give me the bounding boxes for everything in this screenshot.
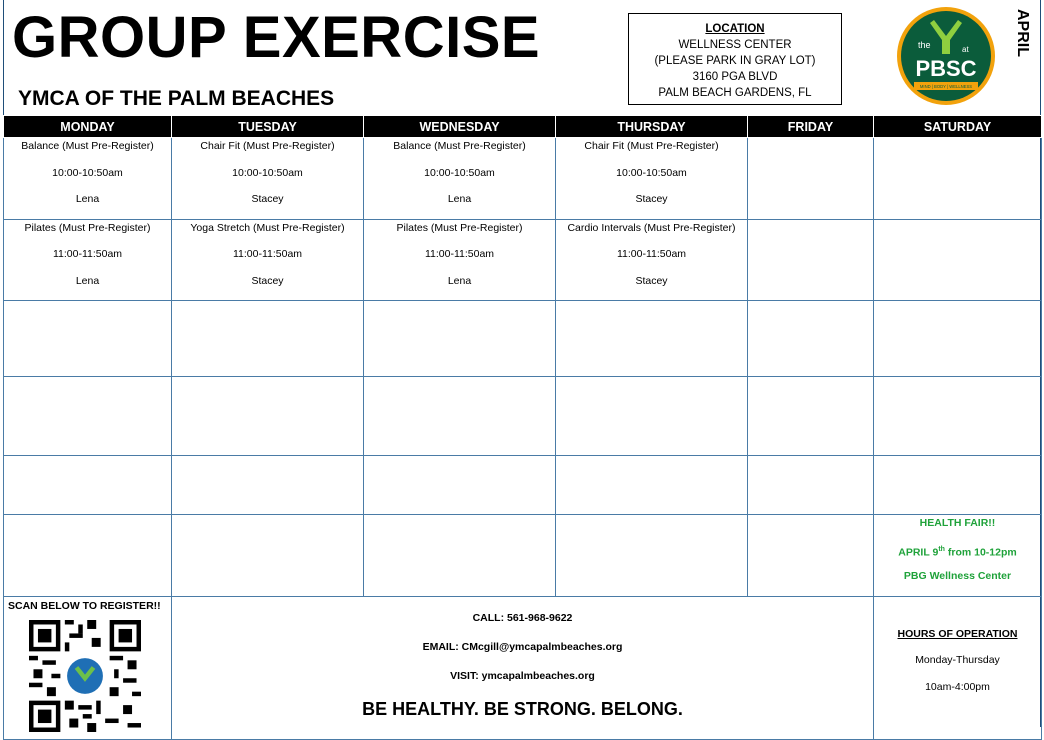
call-info: CALL: 561-968-9622 <box>472 611 573 624</box>
class-cell: Pilates (Must Pre-Register) 11:00-11:50am Lena <box>364 219 556 301</box>
empty-cell <box>874 456 1042 515</box>
slogan: BE HEALTHY. BE STRONG. BELONG. <box>362 698 683 719</box>
class-cell: Cardio Intervals (Must Pre-Register) 11:00-11:50am Stacey <box>556 219 748 301</box>
class-cell: Yoga Stretch (Must Pre-Register) 11:00-11:50am Stacey <box>172 219 364 301</box>
empty-cell <box>556 515 748 597</box>
month-text: APRIL <box>1014 9 1031 57</box>
hours-days: Monday-Thursday <box>915 653 1000 666</box>
empty-cell <box>556 456 748 515</box>
schedule-row <box>4 456 1042 515</box>
class-cell: Chair Fit (Must Pre-Register) 10:00-10:50am Stacey <box>556 138 748 220</box>
empty-cell <box>874 301 1042 377</box>
footer-row <box>4 596 1042 739</box>
hours-title: HOURS OF OPERATION <box>897 627 1018 640</box>
day-header-thursday: THURSDAY <box>556 116 748 138</box>
empty-cell <box>364 515 556 597</box>
page-subtitle: YMCA OF THE PALM BEACHES <box>18 87 335 110</box>
day-header-monday: MONDAY <box>4 116 172 138</box>
empty-cell <box>748 219 874 301</box>
empty-cell <box>748 377 874 456</box>
health-fair-title: HEALTH FAIR!! <box>919 517 996 529</box>
empty-cell <box>874 219 1042 301</box>
schedule-row <box>4 515 1042 597</box>
health-fair-place: PBG Wellness Center <box>903 570 1012 582</box>
empty-cell <box>748 301 874 377</box>
empty-cell <box>748 515 874 597</box>
schedule-row <box>4 301 1042 377</box>
empty-cell <box>172 301 364 377</box>
empty-cell <box>4 301 172 377</box>
empty-cell <box>364 456 556 515</box>
empty-cell <box>364 301 556 377</box>
location-title: LOCATION <box>705 23 765 35</box>
empty-cell <box>748 456 874 515</box>
logo-pbsc: PBSC <box>915 56 977 81</box>
page-title: GROUP EXERCISE <box>12 5 541 70</box>
register-cell <box>4 596 172 739</box>
health-fair-date: APRIL 9th from 10-12pm <box>898 545 1017 558</box>
location-line: 3160 PGA BLVD <box>692 71 778 83</box>
health-fair-cell <box>874 515 1042 597</box>
scan-label: SCAN BELOW TO REGISTER!! <box>8 599 161 612</box>
class-cell: Chair Fit (Must Pre-Register) 10:00-10:50am Stacey <box>172 138 364 220</box>
schedule-row <box>4 138 1042 220</box>
empty-cell <box>4 456 172 515</box>
logo-at: at <box>962 45 969 54</box>
class-cell: Balance (Must Pre-Register) 10:00-10:50am Lena <box>4 138 172 220</box>
day-header-saturday: SATURDAY <box>874 116 1042 138</box>
location-box <box>628 13 842 105</box>
empty-cell <box>556 377 748 456</box>
empty-cell <box>4 515 172 597</box>
empty-cell <box>172 377 364 456</box>
location-line: PALM BEACH GARDENS, FL <box>658 87 812 99</box>
day-header-wednesday: WEDNESDAY <box>364 116 556 138</box>
logo-the: the <box>918 40 931 50</box>
empty-cell <box>556 301 748 377</box>
empty-cell <box>4 377 172 456</box>
day-header-row <box>4 116 1042 138</box>
empty-cell <box>874 377 1042 456</box>
website-info[interactable]: VISIT: ymcapalmbeaches.org <box>450 669 595 682</box>
schedule-table <box>3 115 1042 740</box>
register-qr-code[interactable] <box>29 620 141 732</box>
empty-cell <box>364 377 556 456</box>
location-line: (PLEASE PARK IN GRAY LOT) <box>654 55 816 67</box>
location-line: WELLNESS CENTER <box>678 39 792 51</box>
ymca-pbsc-logo <box>896 6 996 106</box>
class-cell: Balance (Must Pre-Register) 10:00-10:50am Lena <box>364 138 556 220</box>
empty-cell <box>748 138 874 220</box>
hours-cell <box>874 596 1042 739</box>
empty-cell <box>172 515 364 597</box>
logo-tagline: MIND | BODY | WELLNESS <box>919 84 973 89</box>
month-label <box>1012 6 1042 66</box>
day-header-tuesday: TUESDAY <box>172 116 364 138</box>
email-info[interactable]: EMAIL: CMcgill@ymcapalmbeaches.org <box>422 640 623 653</box>
class-cell: Pilates (Must Pre-Register) 11:00-11:50am Lena <box>4 219 172 301</box>
empty-cell <box>172 456 364 515</box>
contact-cell <box>172 596 874 739</box>
hours-time: 10am-4:00pm <box>925 680 990 693</box>
schedule-row <box>4 219 1042 301</box>
schedule-row <box>4 377 1042 456</box>
day-header-friday: FRIDAY <box>748 116 874 138</box>
empty-cell <box>874 138 1042 220</box>
